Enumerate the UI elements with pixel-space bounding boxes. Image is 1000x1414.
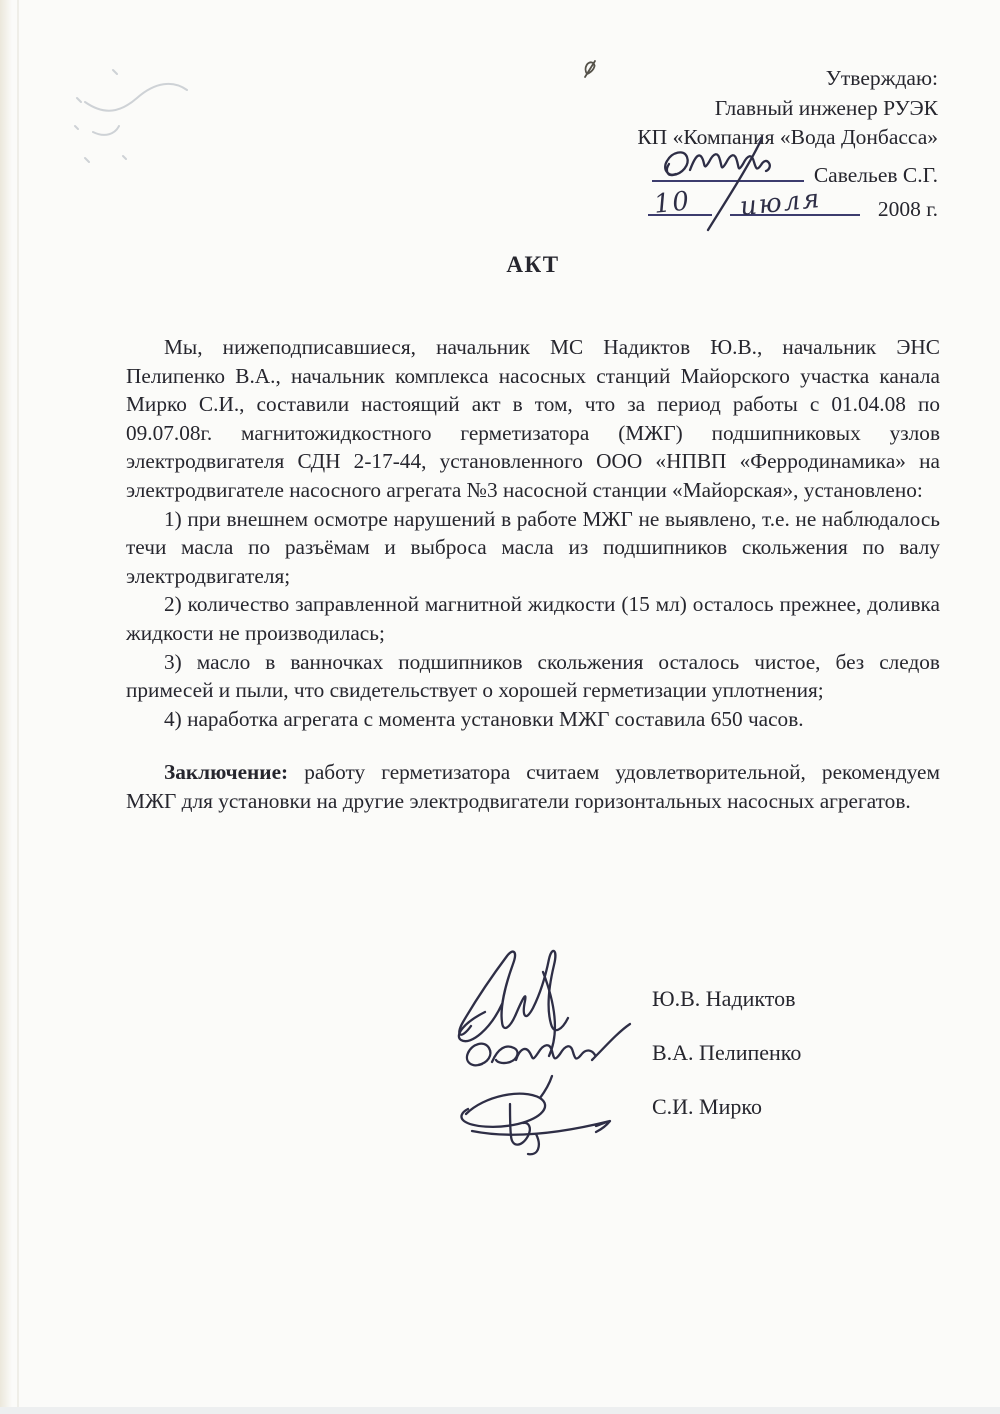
finding-item-1: 1) при внешнем осмотре нарушений в работе МЖГ не выявлено, т.е. не наблюдалось течи масла по разъёмам и выброса масла из подшипников скольжения по валу электродвигателя; <box>126 506 940 588</box>
company-name: КП «Компания «Вода Донбасса» <box>637 125 938 149</box>
finding-item-2: 2) количество заправленной магнитной жидкости (15 мл) осталось прежнее, доливка жидкости не производилась; <box>126 592 940 645</box>
signatory-name-pelipenko: В.А. Пелипенко <box>652 1040 802 1065</box>
scan-edge-bottom <box>0 1407 1000 1414</box>
approval-block <box>578 64 938 224</box>
date-year: 2008 г. <box>877 196 938 221</box>
approver-name: Савельев С.Г. <box>813 162 938 187</box>
conclusion-text: работу герметизатора считаем удовлетворительной, рекомендуем МЖГ для установки на другие электродвигатели горизонтальных насосных агрегатов. <box>126 760 940 813</box>
conclusion-paragraph <box>126 758 940 815</box>
approval-word: Утверждаю: <box>825 66 938 90</box>
finding-item-4: 4) наработка агрегата с момента установки МЖГ составила 650 часов. <box>164 706 804 731</box>
conclusion-label: Заключение: <box>164 760 289 785</box>
document-title: АКТ <box>506 252 560 277</box>
signatory-name-nadiktov: Ю.В. Надиктов <box>652 986 796 1011</box>
handwritten-day: 10 <box>652 186 693 220</box>
pencil-scribble-icon <box>55 40 315 170</box>
intro-paragraph: Мы, нижеподписавшиеся, начальник МС Надиктов Ю.В., начальник ЭНС Пелипенко В.А., начальник комплекса насосных станций Майорского участка канала Мирко С.И., составили настоящий акт в том, что за период работы с 01.04.08 по 09.07.08г. магнитожидкостного герметизатора (МЖГ) подшипниковых узлов электродвигателя СДН 2-17-44, установленного ООО «НПВП «Ферродинамика» на электродвигателе насосного агрегата №3 насосной станции «Майорская», установлено: <box>126 335 940 502</box>
date-day-line <box>648 186 712 220</box>
finding-item-3: 3) масло в ванночках подшипников скольжения осталось чистое, без следов примесей и пыли, что свидетельствует о хорошей герметизации уплотнения; <box>126 649 940 703</box>
handwritten-month: июля <box>739 183 824 223</box>
signature-image-mirko <box>446 1074 614 1160</box>
approver-position: Главный инженер РУЭК <box>714 95 938 120</box>
pen-slash-stroke <box>704 136 766 232</box>
document-body <box>126 333 940 816</box>
scan-edge-shadow <box>0 0 12 1414</box>
scan-edge-line <box>17 0 19 1414</box>
signatory-name-mirko: С.И. Мирко <box>652 1094 762 1119</box>
